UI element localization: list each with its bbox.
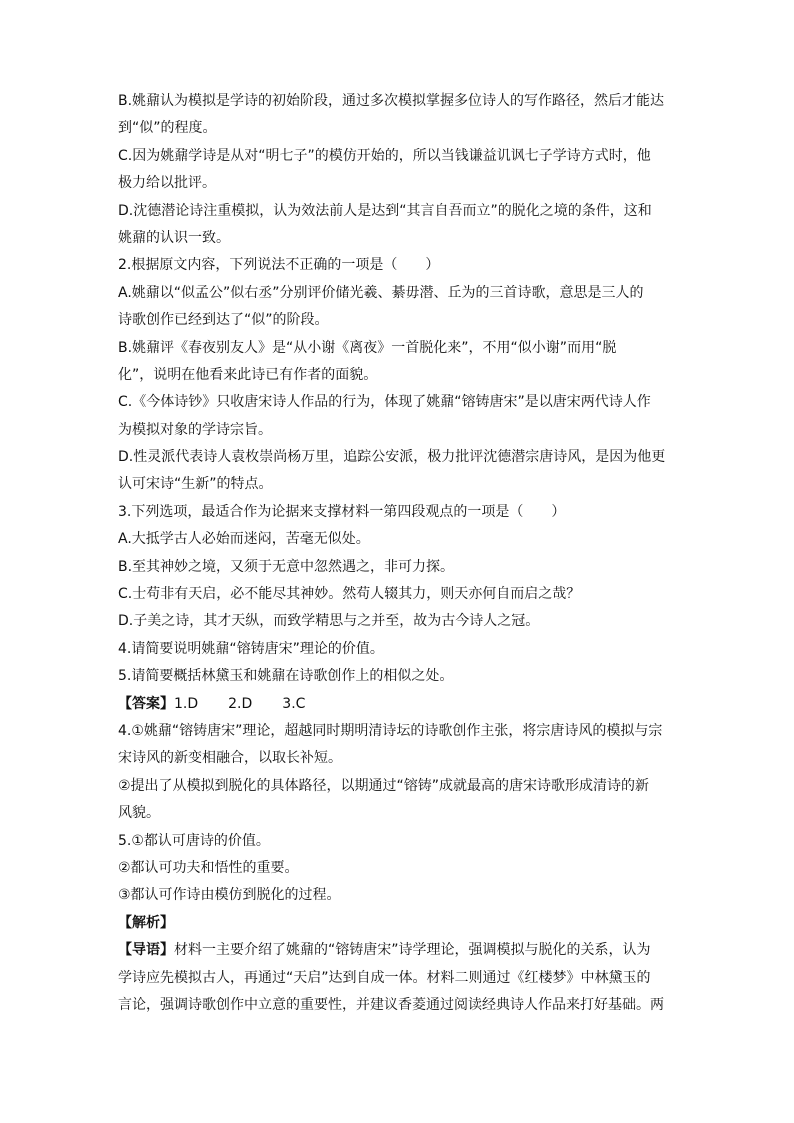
text-line: 风貌。: [118, 805, 160, 822]
text-line: 为模拟对象的学诗宗旨。: [118, 421, 272, 438]
text-line: 认可宋诗“生新”的特点。: [118, 476, 273, 493]
text-line: 5.①都认可唐诗的价值。: [118, 832, 270, 849]
answer-item: 2.D: [228, 695, 253, 712]
text-line: 到“似”的程度。: [118, 120, 217, 137]
question-5: 5.请简要概括林黛玉和姚鼐在诗歌创作上的相似之处。: [118, 668, 454, 685]
text-line: D.子美之诗，其才天纵，而致学精思与之并至，故为古今诗人之冠。: [118, 613, 540, 630]
text-line: B.至其神妙之境，又须于无意中忽然遇之，非可力探。: [118, 558, 455, 575]
text-line: ②都认可功夫和悟性的重要。: [118, 859, 299, 876]
text-line: A.姚鼐以“似孟公”似右丞”分别评价储光羲、綦毋潜、丘为的三首诗歌，意思是三人的: [118, 284, 644, 301]
answer-item: 1.D: [174, 695, 199, 712]
text-line: 姚鼐的认识一致。: [118, 229, 230, 246]
guide-label: 【导语】: [118, 942, 174, 959]
question-4: 4.请简要说明姚鼐“镕铸唐宋”理论的价值。: [118, 640, 384, 657]
text-line: C.士苟非有天启，必不能尽其神妙。然苟人辍其力，则天亦何自而启之哉？: [118, 586, 581, 603]
text-line: 宋诗风的新变相融合，以取长补短。: [118, 750, 342, 767]
text-line: 诗歌创作已经到达了“似”的阶段。: [118, 312, 329, 329]
text-line: A.大抵学古人必始而迷闷，苦毫无似处。: [118, 531, 370, 548]
analysis-label: 【解析】: [118, 914, 174, 931]
text-line: B.姚鼐评《春夜别友人》是“从小谢《离夜》一首脱化来”，不用“似小谢”而用“脱: [118, 339, 617, 356]
text-line: C.《今体诗钞》只收唐宋诗人作品的行为，体现了姚鼐“镕铸唐宋”是以唐宋两代诗人作: [118, 394, 651, 411]
text-line: D.沈德潜论诗注重模拟，认为效法前人是达到“其言自吾而立”的脱化之境的条件，这和: [118, 202, 652, 219]
text-line: 极力给以批评。: [118, 175, 216, 192]
text-line: 4.①姚鼐“镕铸唐宋”理论，超越同时期明清诗坛的诗歌创作主张，将宗唐诗风的模拟与宗: [118, 722, 663, 739]
answer-label: 【答案】: [118, 695, 174, 712]
answer-item: 3.C: [282, 695, 306, 712]
guide-text: 材料一主要介绍了姚鼐的“镕铸唐宋”诗学理论，强调模拟与脱化的关系，认为: [174, 942, 651, 959]
text-line: D.性灵派代表诗人袁枚崇尚杨万里，追踪公安派，极力批评沈德潜宗唐诗风，是因为他更: [118, 449, 666, 466]
document-page: [118, 88, 678, 1019]
text-line: 学诗应先模拟古人，再通过“天启”达到自成一体。材料二则通过《红楼梦》中林黛玉的: [118, 969, 651, 986]
text-line: B.姚鼐认为模拟是学诗的初始阶段，通过多次模拟掌握多位诗人的写作路径，然后才能达: [118, 93, 665, 109]
text-line: 言论，强调诗歌创作中立意的重要性，并建议香菱通过阅读经典诗人作品来打好基础。两: [118, 996, 664, 1013]
text-line: 化”，说明在他看来此诗已有作者的面貌。: [118, 366, 378, 383]
question-3: 3.下列选项，最适合作为论据来支撑材料一第四段观点的一项是（ ）: [118, 503, 566, 520]
guide-line: [118, 937, 678, 964]
text-line: ②提出了从模拟到脱化的具体路径，以期通过“镕铸”成就最高的唐宋诗歌形成清诗的新: [118, 777, 650, 794]
question-2: 2.根据原文内容，下列说法不正确的一项是（ ）: [118, 257, 440, 274]
text-line: C.因为姚鼐学诗是从对“明七子”的模仿开始的，所以当钱谦益讥讽七子学诗方式时，他: [118, 147, 651, 164]
text-line: ③都认可作诗由模仿到脱化的过程。: [118, 887, 341, 904]
answer-line: [118, 691, 678, 718]
